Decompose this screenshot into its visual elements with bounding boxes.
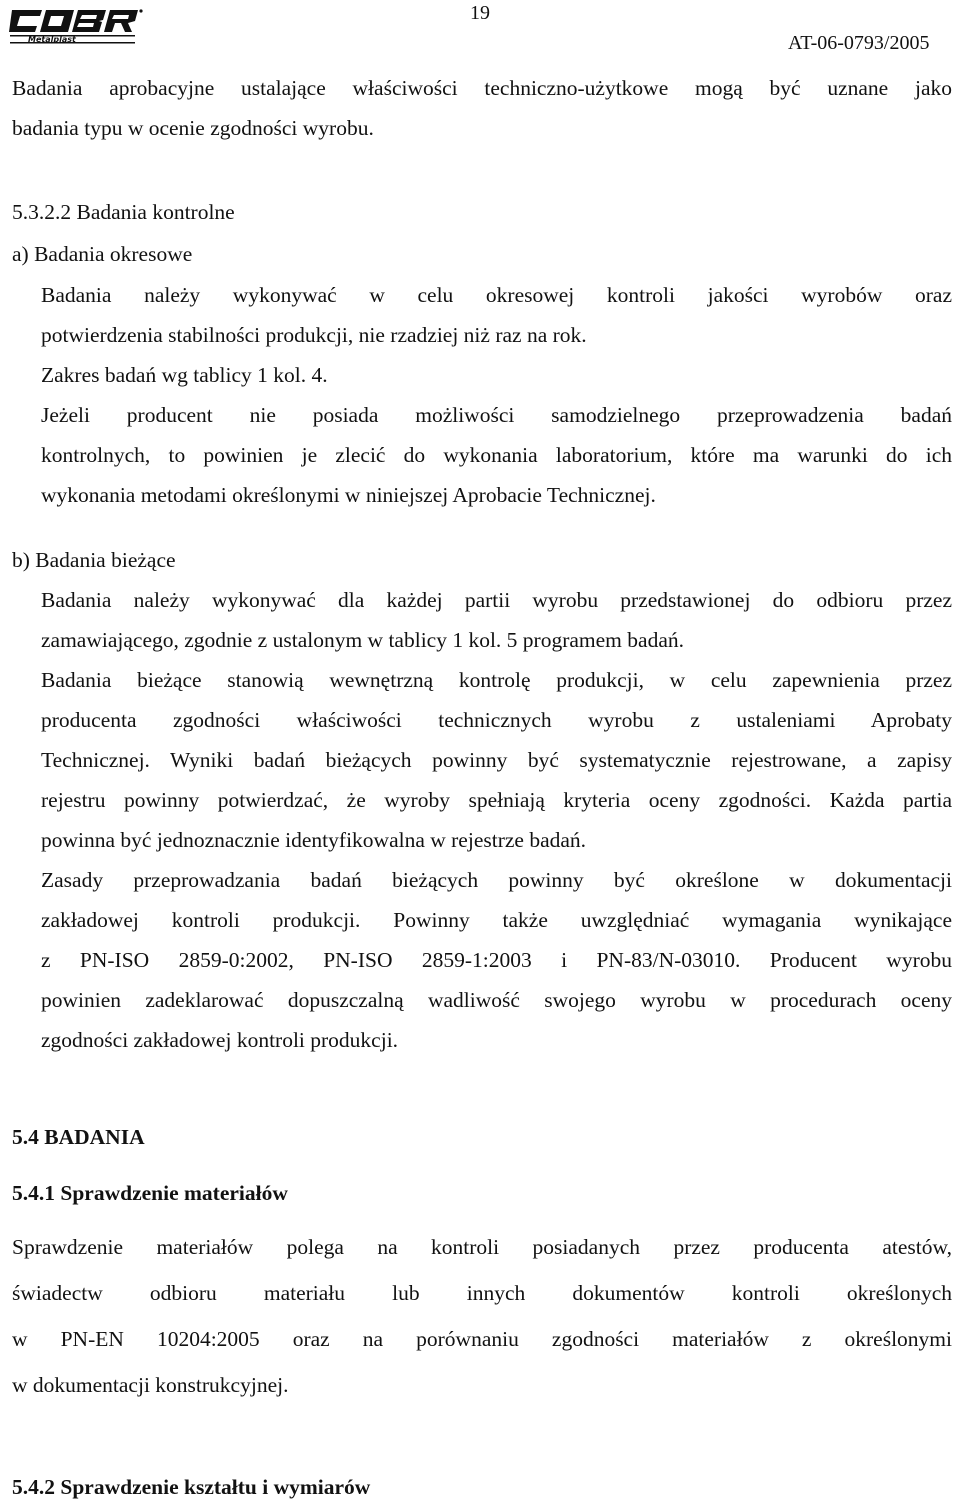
a-paragraph-2: Zakres badań wg tablicy 1 kol. 4.: [41, 363, 328, 387]
s541-line-1: Sprawdzenie materiałów polega na kontroli posiadanych przez producenta atestów,: [12, 1235, 952, 1259]
a-paragraph-1-line-1: Badania należy wykonywać w celu okresowej kontroli jakości wyrobów oraz: [41, 283, 952, 307]
b-paragraph-1-line-2: zamawiającego, zgodnie z ustalonym w tablicy 1 kol. 5 programem badań.: [41, 628, 684, 652]
subsection-a-title: a) Badania okresowe: [12, 242, 193, 266]
s541-line-2: świadectw odbioru materiału lub innych dokumentów kontroli określonych: [12, 1281, 952, 1305]
b-paragraph-3-line-5: zgodności zakładowej kontroli produkcji.: [41, 1028, 399, 1052]
company-logo: [8, 2, 143, 46]
page-number: 19: [470, 2, 490, 24]
b-paragraph-3-line-2: zakładowej kontroli produkcji. Powinny także uwzględniać wymagania wynikające: [41, 908, 952, 932]
a-paragraph-3-line-2: kontrolnych, to powinien je zlecić do wykonania laboratorium, które ma warunki do ich: [41, 443, 952, 467]
b-paragraph-2-line-2: producenta zgodności właściwości technicznych wyrobu z ustaleniami Aprobaty: [41, 708, 952, 732]
b-paragraph-2-line-1: Badania bieżące stanowią wewnętrzną kontrolę produkcji, w celu zapewnienia przez: [41, 668, 952, 692]
section-heading-5-4-2: 5.4.2 Sprawdzenie kształtu i wymiarów: [12, 1475, 371, 1499]
document-code: AT-06-0793/2005: [788, 32, 930, 54]
b-paragraph-2-line-4: rejestru powinny potwierdzać, że wyroby spełniają kryteria oceny zgodności. Każda partia: [41, 788, 952, 812]
s541-line-3: w PN-EN 10204:2005 oraz na porównaniu zgodności materiałów z określonymi: [12, 1327, 952, 1351]
a-paragraph-1-line-2: potwierdzenia stabilności produkcji, nie rzadziej niż raz na rok.: [41, 323, 587, 347]
a-paragraph-3-line-3: wykonania metodami określonymi w niniejszej Aprobacie Technicznej.: [41, 483, 656, 507]
a-paragraph-3-line-1: Jeżeli producent nie posiada możliwości samodzielnego przeprowadzenia badań: [41, 403, 952, 427]
intro-line-2: badania typu w ocenie zgodności wyrobu.: [12, 116, 374, 140]
b-paragraph-3-line-1: Zasady przeprowadzania badań bieżących powinny być określone w dokumentacji: [41, 868, 952, 892]
section-heading-5-3-2-2: 5.3.2.2 Badania kontrolne: [12, 200, 235, 224]
b-paragraph-2-line-3: Technicznej. Wyniki badań bieżących powinny być systematycznie rejestrowane, a zapisy: [41, 748, 952, 772]
s541-line-4: w dokumentacji konstrukcyjnej.: [12, 1373, 289, 1397]
b-paragraph-3-line-4: powinien zadeklarować dopuszczalną wadliwość swojego wyrobu w procedurach oceny: [41, 988, 952, 1012]
section-heading-5-4-1: 5.4.1 Sprawdzenie materiałów: [12, 1181, 288, 1205]
b-paragraph-2-line-5: powinna być jednoznacznie identyfikowalna w rejestrze badań.: [41, 828, 587, 852]
intro-line-1: Badania aprobacyjne ustalające właściwości techniczno-użytkowe mogą być uznane jako: [12, 76, 952, 100]
b-paragraph-3-line-3: z PN-ISO 2859-0:2002, PN-ISO 2859-1:2003 i PN-83/N-03010. Producent wyrobu: [41, 948, 952, 972]
b-paragraph-1-line-1: Badania należy wykonywać dla każdej partii wyrobu przedstawionej do odbioru przez: [41, 588, 952, 612]
logo-subtext: Metalplast: [28, 35, 76, 44]
section-heading-5-4: 5.4 BADANIA: [12, 1125, 145, 1149]
subsection-b-title: b) Badania bieżące: [12, 548, 176, 572]
